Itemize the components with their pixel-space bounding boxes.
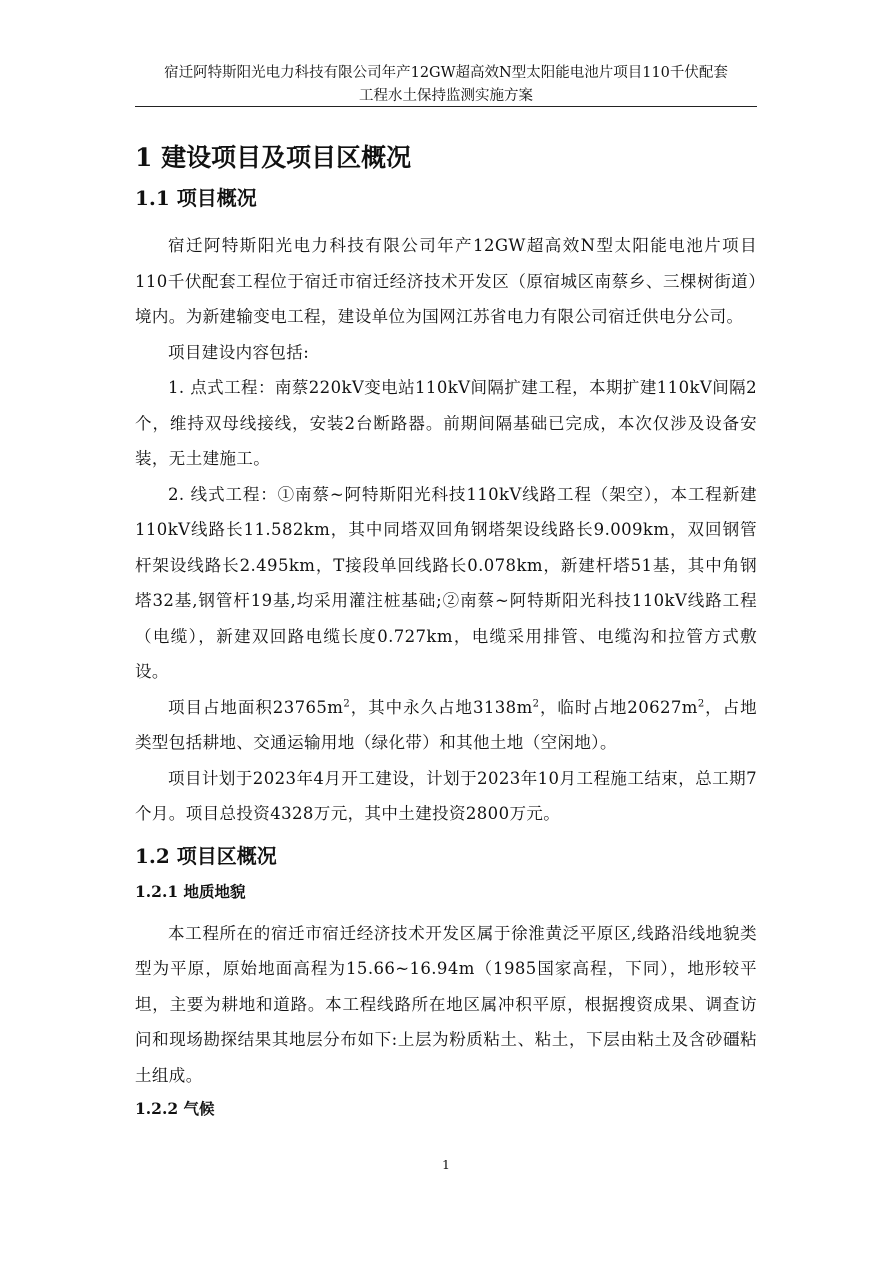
superscript-2: 2 — [532, 698, 540, 709]
land-text-a: 项目占地面积23765m — [168, 697, 344, 717]
section-1-2-title: 1.2 项目区概况 — [135, 843, 277, 868]
superscript-3: 2 — [697, 698, 705, 709]
land-text-b: ，其中永久占地3138m — [350, 697, 533, 717]
running-header — [135, 62, 757, 108]
header-line-2: 工程水土保持监测实施方案 — [359, 88, 533, 104]
land-text-d: ，占地类型包括耕地、交通运输用地（绿化带）和其他土地（空闲地）。 — [135, 697, 758, 752]
superscript-1: 2 — [343, 698, 351, 709]
paragraph-construction-content-intro: 项目建设内容包括: — [168, 342, 310, 362]
page-number: 1 — [442, 1157, 450, 1172]
chapter-title: 1 建设项目及项目区概况 — [135, 143, 412, 172]
main-content — [135, 138, 757, 1123]
land-text-c: ，临时占地20627m — [539, 697, 698, 717]
header-line-1: 宿迁阿特斯阳光电力科技有限公司年产12GW超高效N型太阳能电池片项目110千伏配套 — [164, 65, 728, 81]
subsection-1-2-1-title: 1.2.1 地质地貌 — [135, 881, 246, 901]
paragraph-line-works: 2. 线式工程：①南蔡~阿特斯阳光科技110kV线路工程（架空），本工程新建110kV线路长11.582km，其中同塔双回角钢塔架设线路长9.009km，双回钢管杆架设线路长2.495km，T接段单回线路长0.078km，新建杆塔51基，其中角钢塔32基,钢管杆19基,均采用灌注桩基础;②南蔡~阿特斯阳光科技110kV线路工程（电缆），新建双回路电缆长度0.727km，电缆采用排管、电缆沟和拉管方式敷设。 — [135, 484, 757, 681]
header-divider — [135, 106, 757, 107]
paragraph-point-works: 1. 点式工程：南蔡220kV变电站110kV间隔扩建工程，本期扩建110kV间隔2个，维持双母线接线，安装2台断路器。前期间隔基础已完成，本次仅涉及设备安装，无土建施工。 — [135, 378, 757, 468]
paragraph-schedule-investment: 项目计划于2023年4月开工建设，计划于2023年10月工程施工结束，总工期7个月。项目总投资4328万元，其中土建投资2800万元。 — [135, 768, 757, 823]
paragraph-project-overview: 宿迁阿特斯阳光电力科技有限公司年产12GW超高效N型太阳能电池片项目110千伏配套工程位于宿迁市宿迁经济技术开发区（原宿城区南蔡乡、三棵树街道）境内。为新建输变电工程，建设单位为国网江苏省电力有限公司宿迁供电分公司。 — [135, 236, 757, 326]
section-1-1-title: 1.1 项目概况 — [135, 186, 257, 210]
paragraph-geology: 本工程所在的宿迁市宿迁经济技术开发区属于徐淮黄泛平原区,线路沿线地貌类型为平原，原始地面高程为15.66~16.94m（1985国家高程，下同），地形较平坦，主要为耕地和道路。本工程线路所在地区属冲积平原，根据搜资成果、调查访问和现场勘探结果其地层分布如下:上层为粉质粘土、粘土，下层由粘土及含砂礓粘土组成。 — [135, 923, 757, 1085]
subsection-1-2-2-title: 1.2.2 气候 — [135, 1099, 215, 1118]
paragraph-land-occupation — [135, 690, 757, 761]
